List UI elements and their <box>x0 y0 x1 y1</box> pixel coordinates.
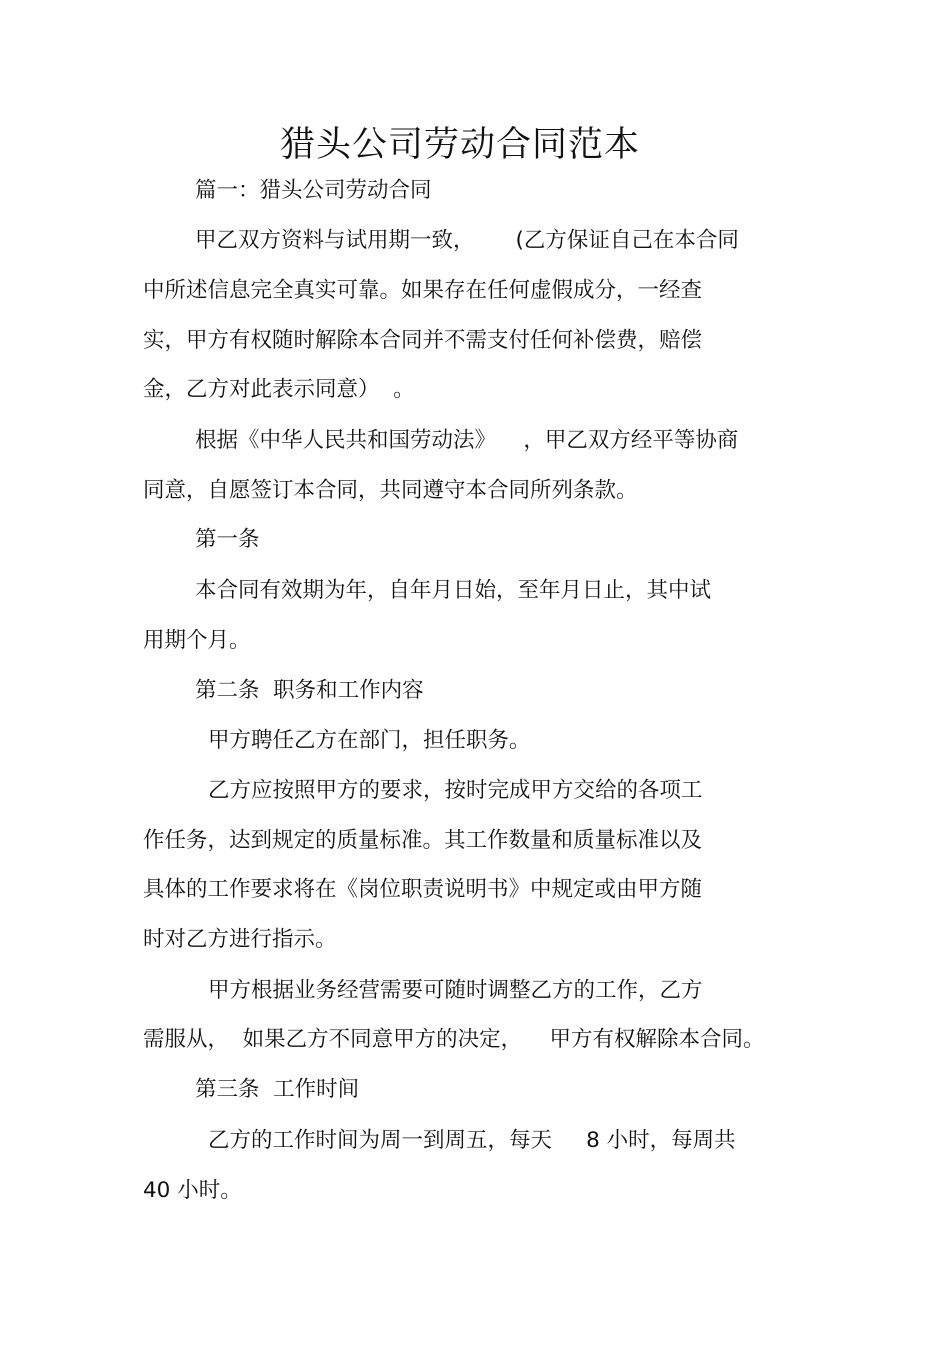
section-heading: 篇一：猎头公司劳动合同 <box>195 178 432 203</box>
paragraph-line: 甲方聘任乙方在部门，担任职务。 <box>208 728 531 753</box>
paragraph-line: 根据《中华人民共和国劳动法》 ，甲乙双方经平等协商 <box>195 428 739 453</box>
paragraph-line: 时对乙方进行指示。 <box>143 927 337 952</box>
article-heading: 第一条 <box>195 527 260 552</box>
paragraph-line: 用期个月。 <box>143 628 251 653</box>
document-title: 猎头公司劳动合同范本 <box>279 125 640 165</box>
paragraph-line: 中所述信息完全真实可靠。如果存在任何虚假成分，一经查 <box>143 278 703 303</box>
paragraph-line: 金，乙方对此表示同意） 。 <box>143 377 415 402</box>
paragraph-line: 本合同有效期为年，自年月日始，至年月日止，其中试 <box>195 578 712 603</box>
article-heading: 第三条 工作时间 <box>195 1077 360 1102</box>
paragraph-line: 乙方的工作时间为周一到周五，每天 8 小时，每周共 <box>208 1128 736 1153</box>
paragraph-line: 具体的工作要求将在《岗位职责说明书》中规定或由甲方随 <box>143 877 703 902</box>
article-heading: 第二条 职务和工作内容 <box>195 678 424 703</box>
paragraph-line: 甲乙双方资料与试用期一致， (乙方保证自己在本合同 <box>195 228 739 253</box>
paragraph-line: 40 小时。 <box>143 1178 242 1203</box>
paragraph-line: 实，甲方有权随时解除本合同并不需支付任何补偿费，赔偿 <box>143 328 703 353</box>
paragraph-line: 乙方应按照甲方的要求，按时完成甲方交给的各项工 <box>208 778 703 803</box>
paragraph-line: 需服从， 如果乙方不同意甲方的决定， 甲方有权解除本合同。 <box>143 1027 765 1052</box>
paragraph-line: 同意，自愿签订本合同，共同遵守本合同所列条款。 <box>143 478 638 503</box>
paragraph-line: 甲方根据业务经营需要可随时调整乙方的工作，乙方 <box>208 978 703 1003</box>
paragraph-line: 作任务，达到规定的质量标准。其工作数量和质量标准以及 <box>143 828 703 853</box>
